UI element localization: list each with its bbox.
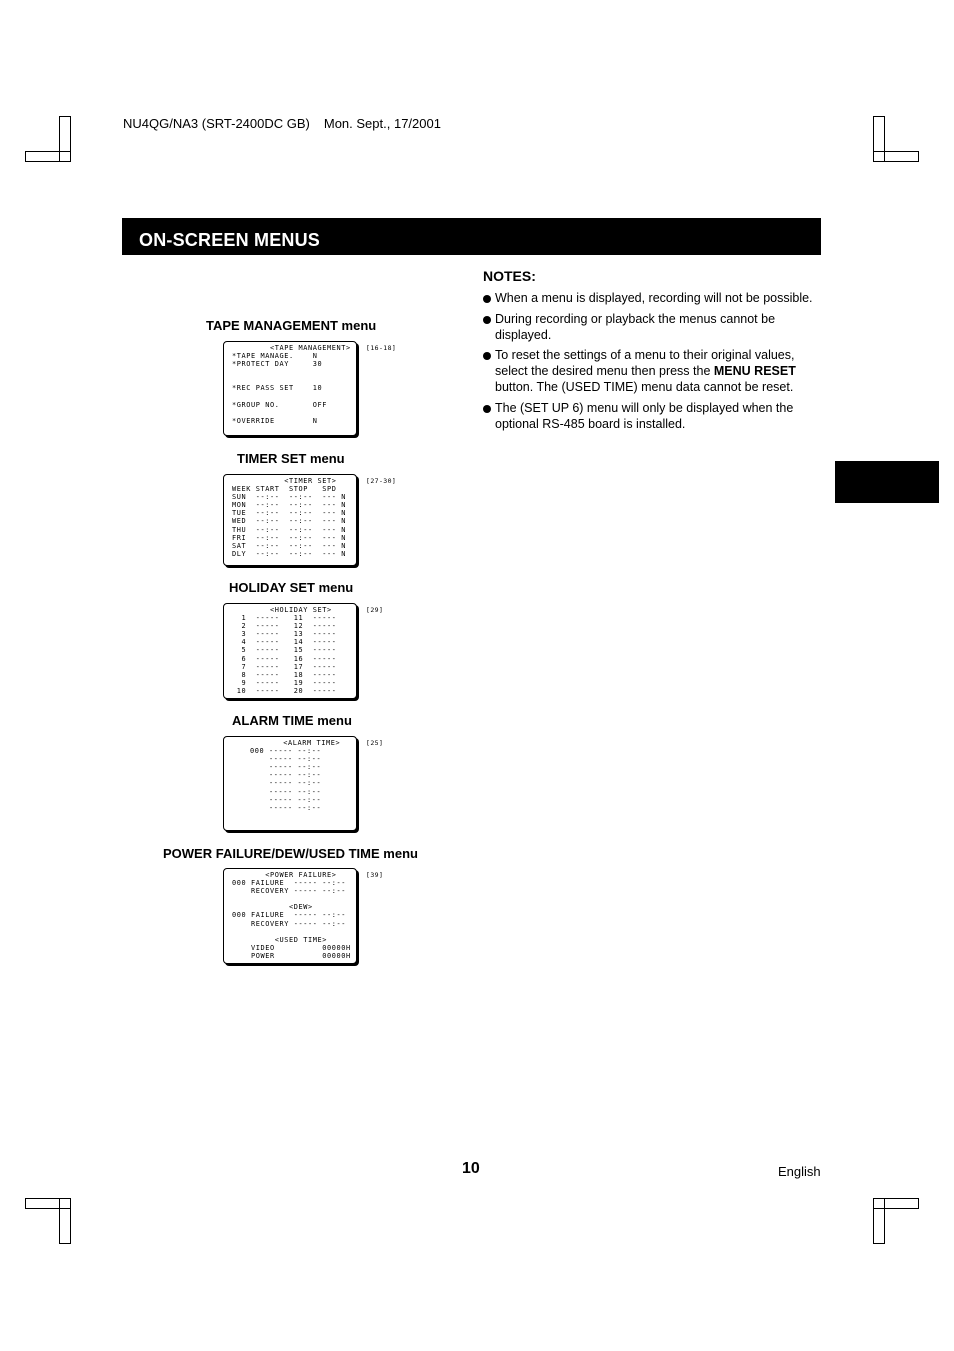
tape-menu-label: TAPE MANAGEMENT menu <box>206 318 377 333</box>
language-label: English <box>778 1164 821 1179</box>
crop-mark-top-left-v <box>59 116 71 162</box>
tape-page-ref: [16-18] <box>366 344 397 352</box>
power-menu-screen <box>223 868 357 964</box>
holiday-page-ref: [29] <box>366 606 384 614</box>
bullet-icon <box>483 316 491 324</box>
note-text: To reset the settings of a menu to their original values, select the desired menu then press the <box>495 348 795 379</box>
note-item <box>483 348 813 395</box>
alarm-menu-screen <box>223 736 357 831</box>
power-page-ref: [39] <box>366 871 384 879</box>
tape-menu-screen <box>223 341 357 436</box>
crop-mark-top-right-v <box>873 116 885 162</box>
timer-menu-screen <box>223 474 357 566</box>
holiday-menu-label: HOLIDAY SET menu <box>229 580 354 595</box>
alarm-menu-label: ALARM TIME menu <box>232 713 352 728</box>
bullet-icon <box>483 405 491 413</box>
section-title: ON-SCREEN MENUS <box>122 218 821 255</box>
tape-menu-content: <TAPE MANAGEMENT> *TAPE MANAGE. N *PROTECT DAY 30 *REC PASS SET 10 *GROUP NO. OFF *OVERRIDE N <box>232 344 351 425</box>
notes-list <box>483 291 813 437</box>
note-text: button. The (USED TIME) menu data cannot be reset. <box>495 379 794 394</box>
note-text: During recording or playback the menus cannot be displayed. <box>495 311 776 342</box>
note-item <box>483 291 813 307</box>
menu-reset-label: MENU RESET <box>713 364 796 379</box>
alarm-menu-content: <ALARM TIME> 000 ----- --:-- ----- --:-- ----- --:-- ----- --:-- ----- --:-- ----- --:-- ----- --:-- ----- --:-- <box>250 739 341 812</box>
document-header <box>123 116 455 131</box>
crop-mark-bottom-left-v <box>59 1198 71 1244</box>
note-text: When a menu is displayed, recording will not be possible. <box>495 291 813 305</box>
crop-mark-bottom-right-v <box>873 1198 885 1244</box>
alarm-page-ref: [25] <box>366 739 384 747</box>
note-item <box>483 401 813 433</box>
doc-date: Mon. Sept., 17/2001 <box>323 116 441 131</box>
bullet-icon <box>483 352 491 360</box>
bullet-icon <box>483 295 491 303</box>
timer-menu-content: <TIMER SET> WEEK START STOP SPD SUN --:-- --:-- --- N MON --:-- --:-- --- N TUE --:-- --:-- --- N WED --:-- --:-- --- N THU --:-- --:-- --- N FRI --:-- --:-- --- N SAT --:-- --:-- --- N DLY --:-- --:-- --- N <box>232 477 346 558</box>
timer-menu-label: TIMER SET menu <box>237 451 345 466</box>
page-number: 10 <box>462 1160 480 1177</box>
doc-code: NU4QG/NA3 (SRT-2400DC GB) <box>123 116 310 131</box>
note-item <box>483 312 813 344</box>
timer-page-ref: [27-30] <box>366 477 397 485</box>
power-menu-label: POWER FAILURE/DEW/USED TIME menu <box>163 846 418 861</box>
power-menu-content: <POWER FAILURE> 000 FAILURE ----- --:-- RECOVERY ----- --:-- <DEW> 000 FAILURE ----- --:-- RECOVERY ----- --:-- <USED TIME> VIDEO 00000H POWER 00000H <box>232 871 351 960</box>
chapter-tab <box>835 461 939 503</box>
note-text: The (SET UP 6) menu will only be displayed when the optional RS-485 board is installed. <box>495 400 794 431</box>
holiday-menu-content: <HOLIDAY SET> 1 ----- 11 ----- 2 ----- 12 ----- 3 ----- 13 ----- 4 ----- 14 ----- 5 ----- 15 ----- 6 ----- 16 ----- 7 ----- 17 ----- 8 ----- 18 ----- 9 ----- 19 ----- 10 ----- 20 ----- <box>236 606 337 695</box>
notes-title: NOTES: <box>483 268 536 284</box>
holiday-menu-screen <box>223 603 357 699</box>
